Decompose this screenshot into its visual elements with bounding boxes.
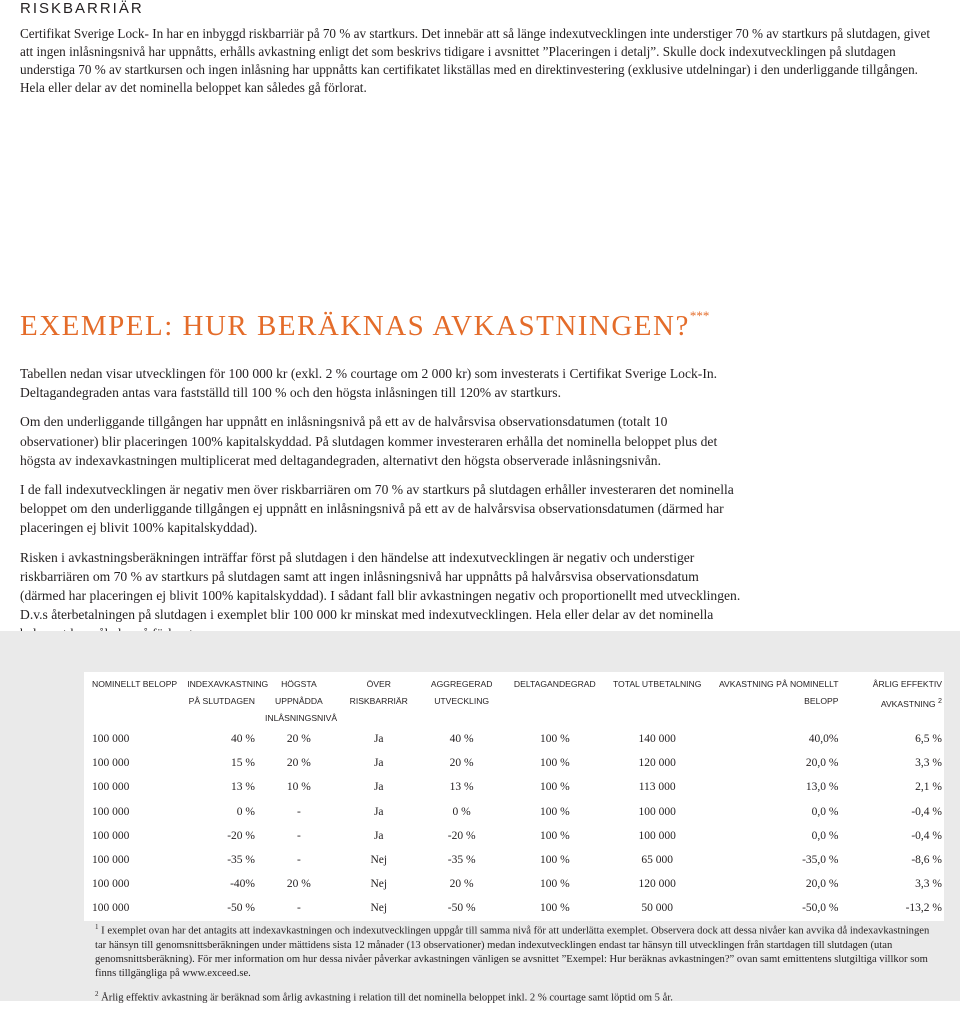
table-cell: -50 %: [447, 902, 476, 915]
table-cell: -: [296, 829, 301, 842]
table-cell: 40,0%: [808, 733, 839, 746]
table-cell: 20 %: [286, 757, 311, 770]
table-cell: -35 %: [447, 854, 476, 867]
table-cell: 100 000: [638, 805, 676, 818]
table-cell: 120 000: [638, 878, 676, 891]
table-cell: 2,1 %: [915, 781, 942, 794]
table-cell: 100 %: [539, 902, 570, 915]
footnotes: [95, 920, 940, 1011]
table-cell: 20 %: [286, 878, 311, 891]
table-cell: -20 %: [227, 829, 255, 842]
table-cell: 0 %: [236, 805, 255, 818]
example-title-marker: ***: [689, 308, 710, 323]
col-header-arlig-effektiv-avkastning: [841, 672, 944, 727]
col-header-deltagandegrad: DELTAGANDEGRAD: [513, 679, 596, 689]
table-cell: 50 000: [641, 902, 673, 915]
footnote-text: Årlig effektiv avkastning är beräknad som årlig avkastning i relation till det nominella beloppet inkl. 2 % courtage samt löptid om 5 år.: [101, 992, 673, 1004]
table-cell: 100 %: [539, 878, 570, 891]
example-table: [84, 672, 944, 921]
table-cell: 100 %: [539, 757, 570, 770]
intro-paragraph: Certifikat Sverige Lock- In har en inbyggd riskbarriär på 70 % av startkurs. Det innebär att så länge indexutvecklingen inte understiger 70 % av startkurs på slutdagen, givet att ingen inlåsningsnivå har uppnåtts, erhålls avkastning enligt det som beskrivs tidigare i avsnittet ”Placeringen i detalj”. Skulle dock indexutvecklingen på slutdagen understiga 70 % av startkursen och ingen inlåsning har uppnåtts kan certifikatet likställas med en direktinvestering (exklusive utdelningar) i den underliggande tillgången. Hela eller delar av det nominella beloppet kan således gå förlorat.: [20, 26, 931, 95]
col-header-nominellt-belopp: NOMINELLT BELOPP: [92, 679, 178, 689]
table-cell: 3,3 %: [915, 878, 942, 891]
example-paragraph: Tabellen nedan visar utvecklingen för 100 000 kr (exkl. 2 % courtage om 2 000 kr) som investerats i Certifikat Sverige Lock-In. Deltagandegraden antas vara fastställd till 100 % och den högsta inlåsningen till 120% av startkurs.: [20, 366, 718, 401]
section-heading-riskbarriar: RISKBARRIÄR: [20, 0, 144, 17]
table-cell: -: [296, 854, 301, 867]
example-paragraph: I de fall indexutvecklingen är negativ men över riskbarriären om 70 % av startkurs på slutdagen erhåller investeraren det nominella beloppet om den underliggande tillgången ej uppnått en inlåsningsnivå på ett av de halvårsvisa observationsdatumen (därmed har placeringen ej blivit 100% kapitalskyddad).: [20, 482, 734, 536]
table-cell: 20 %: [286, 733, 311, 746]
table-cell: 0 %: [452, 805, 471, 818]
table-header-row: [84, 672, 944, 727]
footnote-text: I exemplet ovan har det antagits att indexavkastningen och indexutvecklingen uppgår till samma nivå för att underlätta exemplet. Observera dock att dessa nivåer kan avvika då indexavkastningen tar hänsyn till genomsnittsberäkningen under mättidens sista 12 månader (13 observationer) medan indexutvecklingen endast tar hänsyn till utvecklingen från startdagen till slutdagen (utan genomsnittsberäkning). För mer information om hur dessa nivåer påverkar avkastningen vänligen se avsnittet ”Exempel: Hur beräknas avkastningen?” ovan samt emittentens slutgiltiga villkor som finns tillgängliga på www.exceed.se.: [95, 925, 930, 979]
table-cell: 0,0 %: [811, 805, 839, 818]
footnote-2: [95, 987, 940, 1006]
table-cell: 100 %: [539, 854, 570, 867]
header-footnote-marker: 2: [938, 697, 942, 705]
table-cell: 100 000: [92, 733, 130, 746]
col-header-avkastning-nominellt: AVKASTNING PÅ NOMINELLT BELOPP: [718, 679, 839, 706]
table-cell: -35 %: [227, 854, 255, 867]
table-cell: 3,3 %: [915, 757, 942, 770]
table-cell: 13,0 %: [805, 781, 839, 794]
table-cell: 100 000: [92, 805, 130, 818]
table-cell: 100 %: [539, 805, 570, 818]
table-cell: -40%: [230, 878, 255, 891]
col-header-total-utbetalning: TOTAL UTBETALNING: [612, 679, 702, 689]
table-cell: 10 %: [286, 781, 311, 794]
example-body: [20, 364, 745, 654]
col-header-hogsta-inlasningsniva: HÖGSTA UPPNÅDDA INLÅSNINGSNIVÅ: [265, 679, 338, 723]
table-cell: 100 000: [92, 878, 130, 891]
table-cell: 100 000: [92, 781, 130, 794]
table-cell: 15 %: [231, 757, 255, 770]
table-row: [84, 872, 944, 896]
table-cell: Ja: [373, 733, 384, 746]
table-row: [84, 727, 944, 751]
riskbarriar-text: [20, 25, 945, 97]
table-row: [84, 848, 944, 872]
table-cell: 0,0 %: [811, 829, 839, 842]
col-header-arlig-text: ÅRLIG EFFEKTIV AVKASTNING: [872, 679, 942, 709]
table-cell: 100 000: [638, 829, 676, 842]
footnote-marker: 1: [95, 923, 99, 931]
table-cell: 20 %: [449, 757, 474, 770]
example-paragraph: Risken i avkastningsberäkningen inträffar först på slutdagen i den händelse att indexutvecklingen är negativ och understiger riskbarriären om 70 % av startkurs på slutdagen samt att ingen inlåsningsnivå har uppnåtts på halvårsvisa observationsdatum (därmed har placeringen ej blivit 100% kapitalskyddad). I sådant fall blir avkastningen negativ och proportionellt med utvecklingen. D.v.s återbetalningen på slutdagen i exemplet blir 100 000 kr minskat med indexutvecklingen. Hela eller delar av det nominella: [20, 549, 741, 623]
table-cell: 40 %: [449, 733, 474, 746]
table-row: [84, 896, 944, 920]
table-cell: 20 %: [449, 878, 474, 891]
table-row: [84, 800, 944, 824]
example-title-text: EXEMPEL: HUR BERÄKNAS AVKASTNINGEN?: [20, 310, 690, 342]
table-cell: -50,0 %: [802, 902, 839, 915]
table-cell: -0,4 %: [911, 829, 942, 842]
table-cell: 100 000: [92, 854, 130, 867]
table-cell: 20,0 %: [805, 878, 839, 891]
table-cell: 113 000: [638, 781, 676, 794]
table-cell: -: [296, 902, 301, 915]
table-cell: 13 %: [449, 781, 474, 794]
table-cell: -20 %: [447, 829, 476, 842]
example-paragraph: Om den underliggande tillgången har uppnått en inlåsningsnivå på ett av de halvårsvisa observationsdatumen (totalt 10 observationer) blir placeringen 100% kapitalskyddad. På slutdagen kommer investeraren erhålla det nominella beloppet plus det högsta av indexavkastningen multiplicerat med deltagandegraden, alternativt den högsta observerade inlåsningsnivån.: [20, 414, 718, 468]
footnote-marker: 2: [95, 989, 99, 998]
col-header-over-riskbarriar: ÖVER RISKBARRIÄR: [349, 679, 408, 706]
table-cell: 100 000: [92, 829, 130, 842]
table-cell: Ja: [373, 757, 384, 770]
table-cell: Ja: [373, 829, 384, 842]
table-cell: 40 %: [231, 733, 255, 746]
table-cell: Ja: [373, 781, 384, 794]
table-cell: 100 000: [92, 757, 130, 770]
footnote-1: [95, 920, 940, 981]
table-cell: Nej: [370, 902, 388, 915]
table-cell: 13 %: [231, 781, 255, 794]
table-cell: Nej: [370, 878, 388, 891]
table-row: [84, 751, 944, 775]
table-cell: 120 000: [638, 757, 676, 770]
table-cell: 140 000: [638, 733, 676, 746]
table-cell: -8,6 %: [911, 854, 942, 867]
table-cell: 20,0 %: [805, 757, 839, 770]
table-cell: 100 %: [539, 829, 570, 842]
table-cell: -0,4 %: [911, 805, 942, 818]
col-header-aggregerad-utveckling: AGGREGERAD UTVECKLING: [430, 679, 493, 706]
example-title: [20, 308, 709, 343]
table-cell: Ja: [373, 805, 384, 818]
table-cell: -: [296, 805, 301, 818]
table-cell: 100 %: [539, 733, 570, 746]
col-header-indexavkastning: INDEXAVKASTNING PÅ SLUTDAGEN: [187, 679, 269, 706]
table-cell: 100 000: [92, 902, 130, 915]
table-cell: 100 %: [539, 781, 570, 794]
table-cell: -13,2 %: [905, 902, 942, 915]
table-row: [84, 824, 944, 848]
table-cell: -50 %: [227, 902, 255, 915]
table-cell: -35,0 %: [802, 854, 839, 867]
table-row: [84, 775, 944, 799]
table-cell: Nej: [370, 854, 388, 867]
table-cell: 65 000: [641, 854, 673, 867]
table-cell: 6,5 %: [915, 733, 942, 746]
